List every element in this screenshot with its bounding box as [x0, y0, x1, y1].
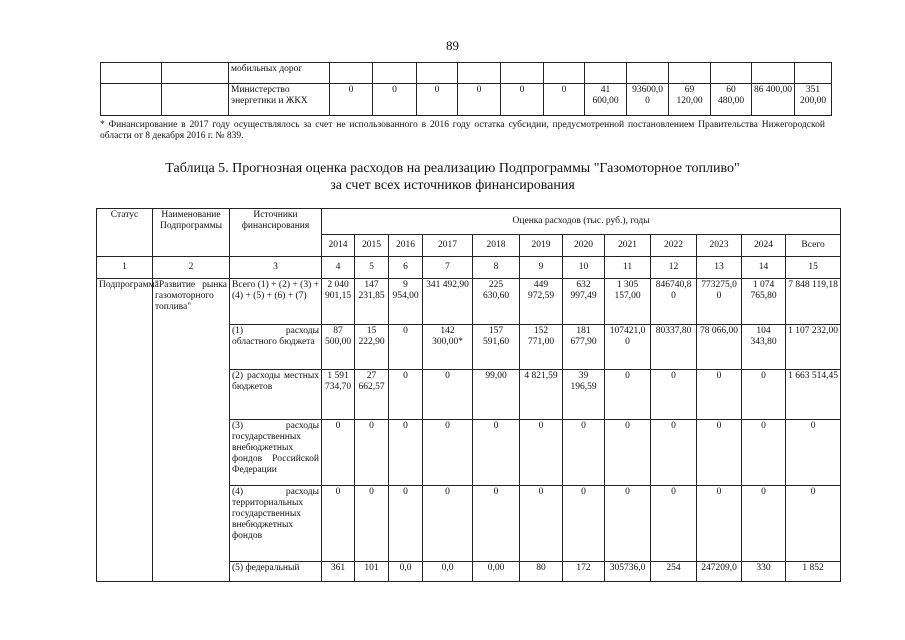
- cell: 152 771,00: [520, 325, 563, 370]
- cell: 2 040 901,15: [322, 279, 355, 325]
- year-header: 2024: [742, 235, 786, 257]
- cell: 0: [520, 486, 563, 562]
- year-header: Всего: [786, 235, 841, 257]
- cell: 172: [563, 562, 605, 582]
- cell: 0: [605, 420, 651, 486]
- cell: 0: [742, 420, 786, 486]
- col-number: 3: [230, 257, 322, 279]
- source-label: (4) расходы территориальных государственных внебюджетных фондов: [230, 486, 322, 562]
- cell: 0: [786, 486, 841, 562]
- cell: 773275,0 0: [697, 279, 742, 325]
- cell: 41 600,00: [585, 84, 627, 116]
- year-header: 2017: [423, 235, 473, 257]
- cell: 0: [563, 486, 605, 562]
- year-header: 2020: [563, 235, 605, 257]
- cell: 0: [605, 486, 651, 562]
- year-header: 2018: [473, 235, 520, 257]
- cell: 330: [742, 562, 786, 582]
- cell: 0: [355, 420, 389, 486]
- top-table-row: [101, 84, 832, 116]
- col-number: 1: [97, 257, 153, 279]
- cell: 7 848 119,18: [786, 279, 841, 325]
- header-status: Статус: [97, 209, 153, 257]
- table-row: [97, 279, 841, 325]
- year-header: 2015: [355, 235, 389, 257]
- header-row: [97, 209, 841, 235]
- cell: 101: [355, 562, 389, 582]
- header-sources: Источники финансирования: [230, 209, 322, 257]
- column-number-row: [97, 257, 841, 279]
- page-number: 89: [446, 38, 459, 53]
- cell: 0: [389, 486, 423, 562]
- cell: 1 107 232,00: [786, 325, 841, 370]
- cell: 60 480,00: [711, 84, 752, 116]
- cell: 0: [423, 486, 473, 562]
- cell: 0: [651, 370, 697, 420]
- footnote: * Финансирование в 2017 году осуществлялось за счет не использованного в 2016 году остатка субсидии, предусмотренной постановлением Правительства Нижегородской области от 8 декабря 2016 г. № 839.: [100, 120, 825, 141]
- cell: 80: [520, 562, 563, 582]
- cell: 80337,80: [651, 325, 697, 370]
- col-number: 5: [355, 257, 389, 279]
- cell: 93600,0 0: [627, 84, 669, 116]
- cell: 0: [423, 370, 473, 420]
- cell: 225 630,60: [473, 279, 520, 325]
- cell: 104 343,80: [742, 325, 786, 370]
- cell: 0: [520, 420, 563, 486]
- source-label: (1) расходы областного бюджета: [230, 325, 322, 370]
- col-number: 10: [563, 257, 605, 279]
- cell: 846740,8 0: [651, 279, 697, 325]
- cell: 0: [389, 325, 423, 370]
- cell: 0: [501, 84, 544, 116]
- cell: 247209,0: [697, 562, 742, 582]
- cell: 0: [605, 370, 651, 420]
- table-title: [0, 160, 905, 194]
- cell: 142 300,00*: [423, 325, 473, 370]
- year-header: 2022: [651, 235, 697, 257]
- cell: 361: [322, 562, 355, 582]
- top-row2-label: Министерство энергетики и ЖКХ: [229, 84, 330, 116]
- cell: 4 821,59: [520, 370, 563, 420]
- cell: 0: [786, 420, 841, 486]
- col-number: 2: [153, 257, 230, 279]
- cell: 0: [473, 420, 520, 486]
- source-label: Всего (1) + (2) + (3) + (4) + (5) + (6) + (7): [230, 279, 322, 325]
- cell: 69 120,00: [669, 84, 711, 116]
- main-table: [96, 208, 841, 582]
- header-name: Наименование Подпрограммы: [153, 209, 230, 257]
- cell: 0: [389, 370, 423, 420]
- cell: 0: [473, 486, 520, 562]
- source-label: (3) расходы государственных внебюджетных фондов Российской Федерации: [230, 420, 322, 486]
- year-header: 2016: [389, 235, 423, 257]
- cell: 0: [742, 370, 786, 420]
- source-label: (5) федеральный: [230, 562, 322, 582]
- top-table: [100, 62, 832, 116]
- cell: 1 305 157,00: [605, 279, 651, 325]
- cell: 351 200,00: [795, 84, 832, 116]
- cell: 0: [330, 84, 373, 116]
- top-row1-label: мобильных дорог: [229, 63, 330, 84]
- cell: 0,0: [423, 562, 473, 582]
- col-number: 9: [520, 257, 563, 279]
- top-table-row: [101, 63, 832, 84]
- year-header: 2014: [322, 235, 355, 257]
- year-header: 2023: [697, 235, 742, 257]
- source-label: (2) расходы местных бюджетов: [230, 370, 322, 420]
- cell: 449 972,59: [520, 279, 563, 325]
- cell: 0: [322, 486, 355, 562]
- cell: 15 222,90: [355, 325, 389, 370]
- cell: 1 074 765,80: [742, 279, 786, 325]
- cell: 0,00: [473, 562, 520, 582]
- cell: 0: [417, 84, 458, 116]
- subprogram-name-cell: "Развитие рынка газомоторного топлива": [153, 279, 230, 582]
- cell: 27 662,57: [355, 370, 389, 420]
- cell: 0: [697, 420, 742, 486]
- cell: 107421,0 0: [605, 325, 651, 370]
- col-number: 12: [651, 257, 697, 279]
- cell: 0: [544, 84, 585, 116]
- cell: 254: [651, 562, 697, 582]
- header-estimate: Оценка расходов (тыс. руб.), годы: [322, 209, 841, 235]
- cell: 157 591,60: [473, 325, 520, 370]
- cell: 0: [697, 370, 742, 420]
- year-header: 2019: [520, 235, 563, 257]
- cell: 99,00: [473, 370, 520, 420]
- cell: 0: [563, 420, 605, 486]
- cell: 632 997,49: [563, 279, 605, 325]
- cell: 1 852: [786, 562, 841, 582]
- cell: 1 591 734,70: [322, 370, 355, 420]
- cell: 86 400,00: [752, 84, 795, 116]
- col-number: 14: [742, 257, 786, 279]
- col-number: 15: [786, 257, 841, 279]
- year-header: 2021: [605, 235, 651, 257]
- col-number: 8: [473, 257, 520, 279]
- cell: 0: [697, 486, 742, 562]
- cell: 0: [458, 84, 501, 116]
- col-number: 4: [322, 257, 355, 279]
- cell: 147 231,85: [355, 279, 389, 325]
- cell: 0: [373, 84, 417, 116]
- col-number: 11: [605, 257, 651, 279]
- cell: 87 500,00: [322, 325, 355, 370]
- cell: 9 954,00: [389, 279, 423, 325]
- col-number: 7: [423, 257, 473, 279]
- cell: 78 066,00: [697, 325, 742, 370]
- cell: 0: [423, 420, 473, 486]
- cell: 0: [322, 420, 355, 486]
- cell: 0,0: [389, 562, 423, 582]
- table-title-line1: Таблица 5. Прогнозная оценка расходов на реализацию Подпрограммы "Газомоторное топливо": [165, 161, 740, 176]
- cell: 181 677,90: [563, 325, 605, 370]
- cell: 0: [651, 420, 697, 486]
- cell: 0: [389, 420, 423, 486]
- cell: 305736,0: [605, 562, 651, 582]
- cell: 0: [742, 486, 786, 562]
- cell: 341 492,90: [423, 279, 473, 325]
- table-title-line2: за счет всех источников финансирования: [330, 178, 575, 193]
- cell: 1 663 514,45: [786, 370, 841, 420]
- cell: 0: [651, 486, 697, 562]
- cell: 39 196,59: [563, 370, 605, 420]
- status-cell: Подпрограмма: [97, 279, 153, 582]
- col-number: 13: [697, 257, 742, 279]
- cell: 0: [355, 486, 389, 562]
- col-number: 6: [389, 257, 423, 279]
